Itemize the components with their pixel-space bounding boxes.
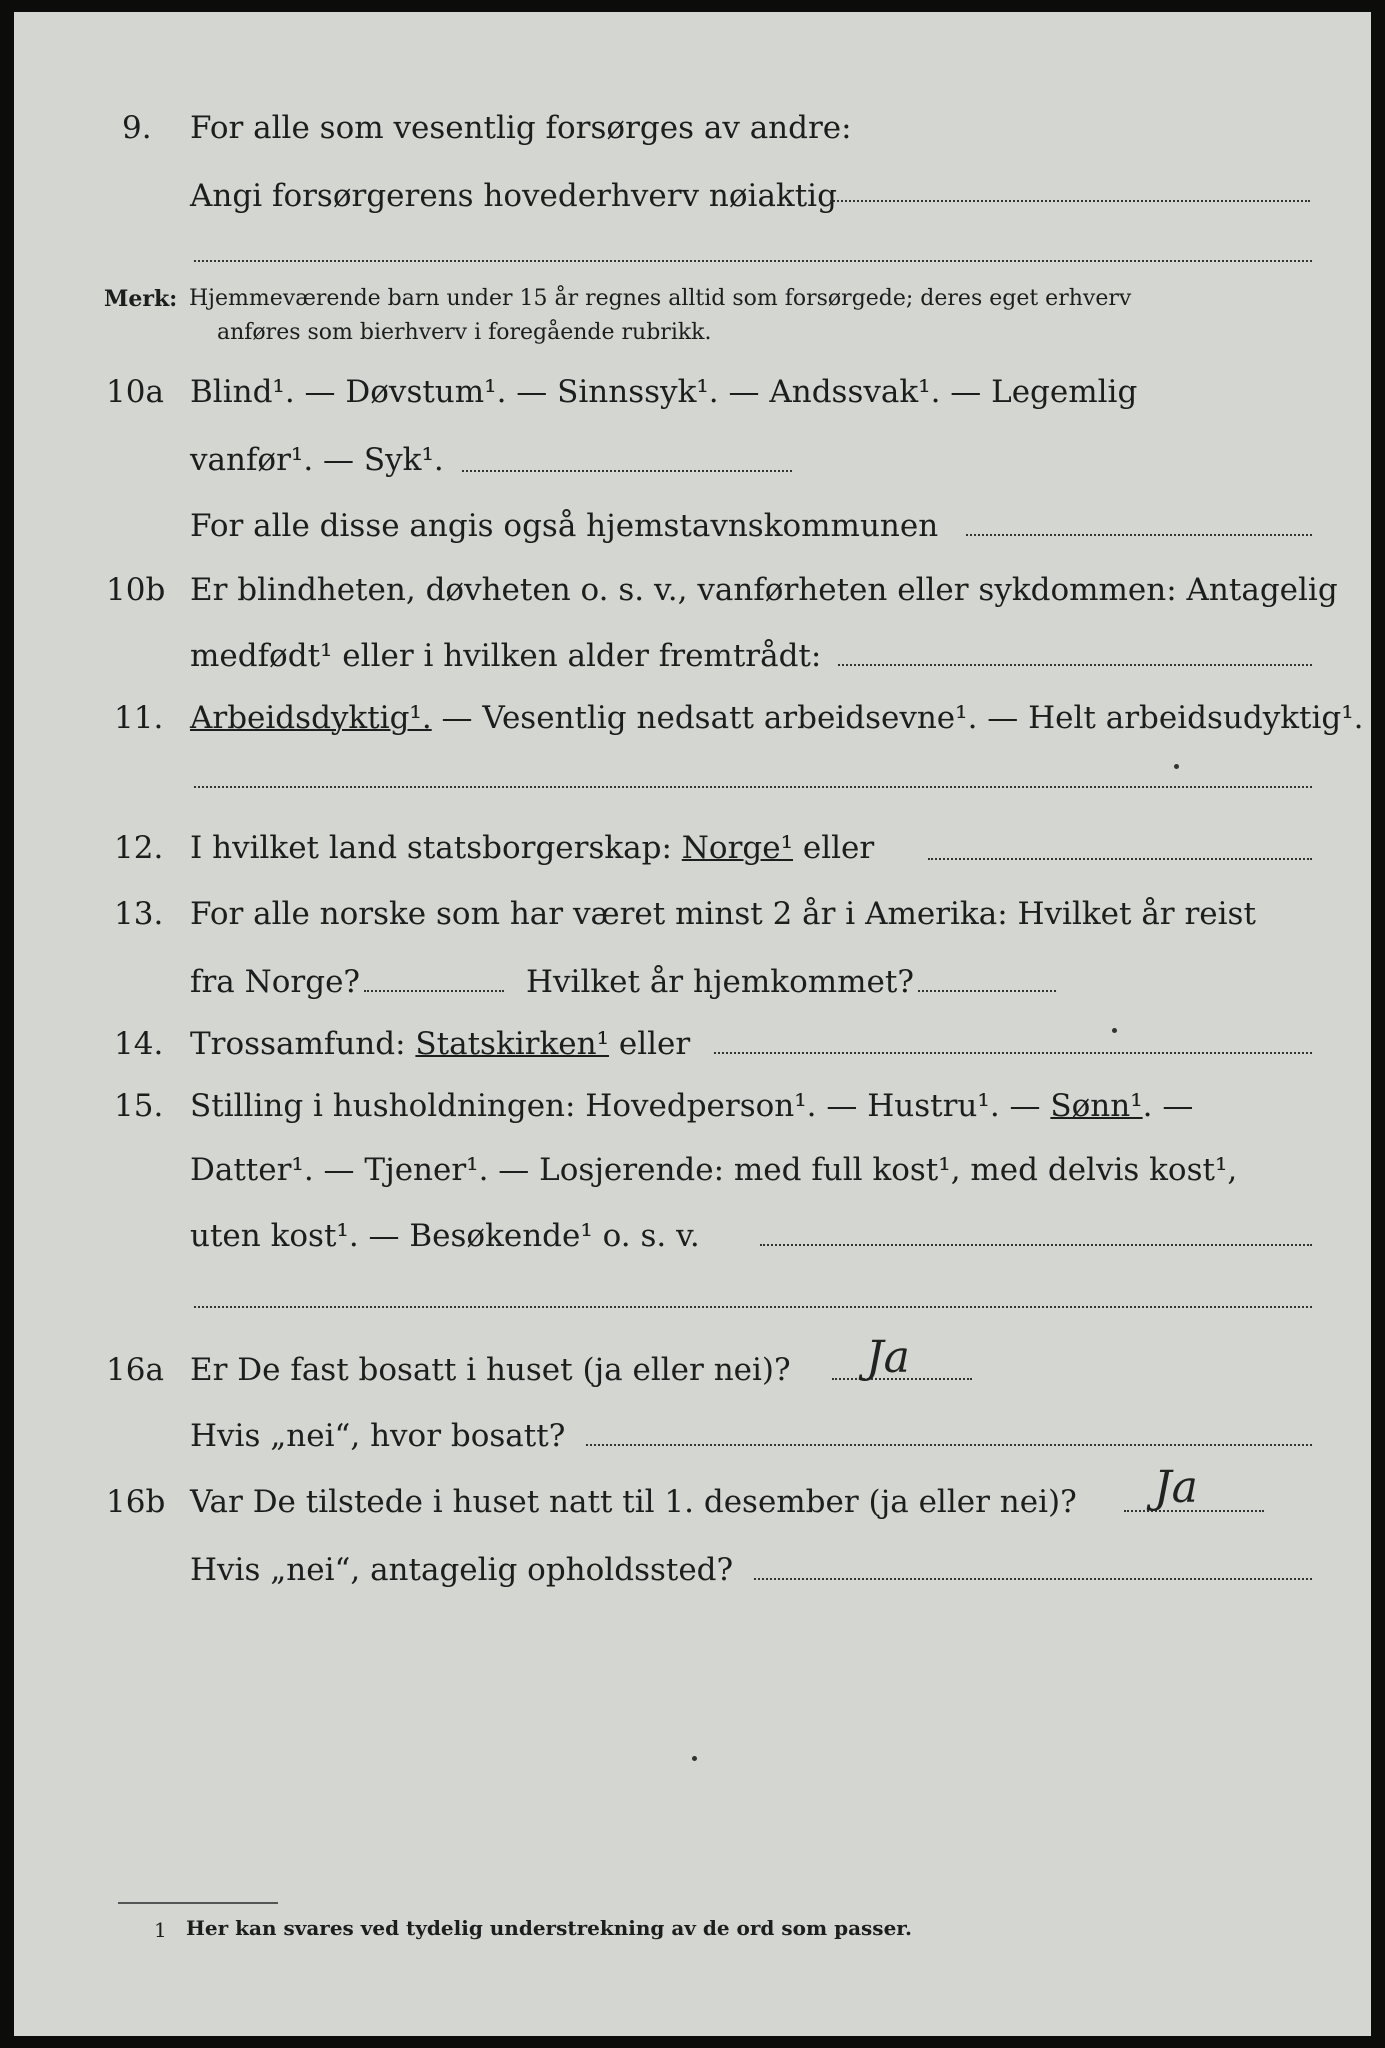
q15-extra-line[interactable] — [194, 1306, 1312, 1308]
q10a-syk-line[interactable] — [462, 470, 792, 472]
q13-line1: For alle norske som har været minst 2 år i Amerika: Hvilket år reist — [190, 896, 1256, 932]
q16b-number: 16b — [106, 1484, 166, 1520]
q12-pre: I hvilket land statsborgerskap: — [190, 830, 682, 866]
q10b-number: 10b — [106, 572, 166, 608]
q10a-kommune-line[interactable] — [966, 534, 1312, 536]
q9-line2-text: Angi forsørgerens hovederhverv nøiaktig — [190, 178, 837, 214]
q14-answer-line[interactable] — [714, 1052, 1312, 1054]
census-form-page — [14, 12, 1371, 2036]
footnote-divider — [118, 1902, 278, 1904]
q9-line2 — [190, 178, 837, 214]
ink-mark — [1112, 1028, 1117, 1033]
q11-option-arbeidsdyktig[interactable]: Arbeidsdyktig¹. — [190, 700, 432, 736]
merk-label: Merk: — [104, 286, 178, 312]
q15-number: 15. — [114, 1088, 164, 1124]
ink-mark — [1174, 764, 1179, 769]
q16a-handwritten-answer[interactable]: Ja — [866, 1332, 910, 1383]
q15-line1b: . — — [1142, 1088, 1194, 1124]
q13-reist-line[interactable] — [364, 990, 504, 992]
q12-option-norge[interactable]: Norge¹ — [681, 830, 794, 866]
q16a-number: 16a — [106, 1352, 164, 1388]
q12-post: eller — [793, 830, 875, 866]
q16b-line2: Hvis „nei“, antagelig opholdssted? — [190, 1552, 734, 1588]
q9-answer-line[interactable] — [830, 200, 1310, 202]
merk-line1: Hjemmeværende barn under 15 år regnes alltid som forsørgede; deres eget erhverv — [189, 286, 1132, 311]
q10a-number: 10a — [106, 374, 164, 410]
q16a-line2: Hvis „nei“, hvor bosatt? — [190, 1418, 566, 1454]
q15-line2: Datter¹. — Tjener¹. — Losjerende: med full kost¹, med delvis kost¹, — [190, 1152, 1238, 1188]
q11-number: 11. — [114, 700, 164, 736]
q15-line1a: Stilling i husholdningen: Hovedperson¹. — Hustru¹. — — [190, 1088, 1051, 1124]
q10a-line2: vanfør¹. — Syk¹. — [190, 442, 444, 478]
q15-line3: uten kost¹. — Besøkende¹ o. s. v. — [190, 1218, 700, 1254]
footnote-marker: 1 — [154, 1918, 167, 1942]
q10a-line1: Blind¹. — Døvstum¹. — Sinnssyk¹. — Andssvak¹. — Legemlig — [190, 374, 1138, 410]
ink-mark — [692, 1756, 697, 1761]
merk-line2: anføres som bierhverv i foregående rubrikk. — [217, 320, 712, 345]
footnote-text: Her kan svares ved tydelig understrekning av de ord som passer. — [186, 1916, 912, 1940]
q15-option-sonn[interactable]: Sønn¹ — [1050, 1088, 1143, 1124]
q9-number: 9. — [122, 110, 152, 146]
q12-answer-line[interactable] — [928, 858, 1312, 860]
q14-post: eller — [609, 1026, 691, 1062]
q16b-line1: Var De tilstede i huset natt til 1. desember (ja eller nei)? — [190, 1484, 1077, 1520]
q13-line2a: fra Norge? — [190, 964, 361, 1000]
q14-line — [190, 1026, 690, 1062]
q15-answer-line[interactable] — [760, 1244, 1312, 1246]
q10a-line3: For alle disse angis også hjemstavnskommunen — [190, 508, 939, 544]
q16a-line1: Er De fast bosatt i huset (ja eller nei)? — [190, 1352, 791, 1388]
q9-extra-line[interactable] — [194, 260, 1312, 262]
q10b-line1: Er blindheten, døvheten o. s. v., vanførheten eller sykdommen: Antagelig — [190, 572, 1338, 608]
q10b-line2: medfødt¹ eller i hvilken alder fremtrådt: — [190, 638, 822, 674]
q16b-handwritten-answer[interactable]: Ja — [1154, 1462, 1198, 1513]
q9-line1: For alle som vesentlig forsørges av andre: — [190, 110, 852, 146]
q14-pre: Trossamfund: — [190, 1026, 416, 1062]
q13-number: 13. — [114, 896, 164, 932]
q11-rest: — Vesentlig nedsatt arbeidsevne¹. — Helt arbeidsudyktig¹. — [431, 700, 1364, 736]
q13-line2b: Hvilket år hjemkommet? — [526, 964, 914, 1000]
q11-answer-line[interactable] — [194, 786, 1312, 788]
q16a-bosatt-line[interactable] — [586, 1444, 1312, 1446]
q12-number: 12. — [114, 830, 164, 866]
q13-hjemkommet-line[interactable] — [918, 990, 1056, 992]
q11-line — [190, 700, 1364, 736]
q15-line1 — [190, 1088, 1193, 1124]
q14-option-statskirken[interactable]: Statskirken¹ — [415, 1026, 609, 1062]
q12-line — [190, 830, 874, 866]
q10b-answer-line[interactable] — [838, 664, 1312, 666]
q16b-opholdssted-line[interactable] — [754, 1578, 1312, 1580]
q14-number: 14. — [114, 1026, 164, 1062]
